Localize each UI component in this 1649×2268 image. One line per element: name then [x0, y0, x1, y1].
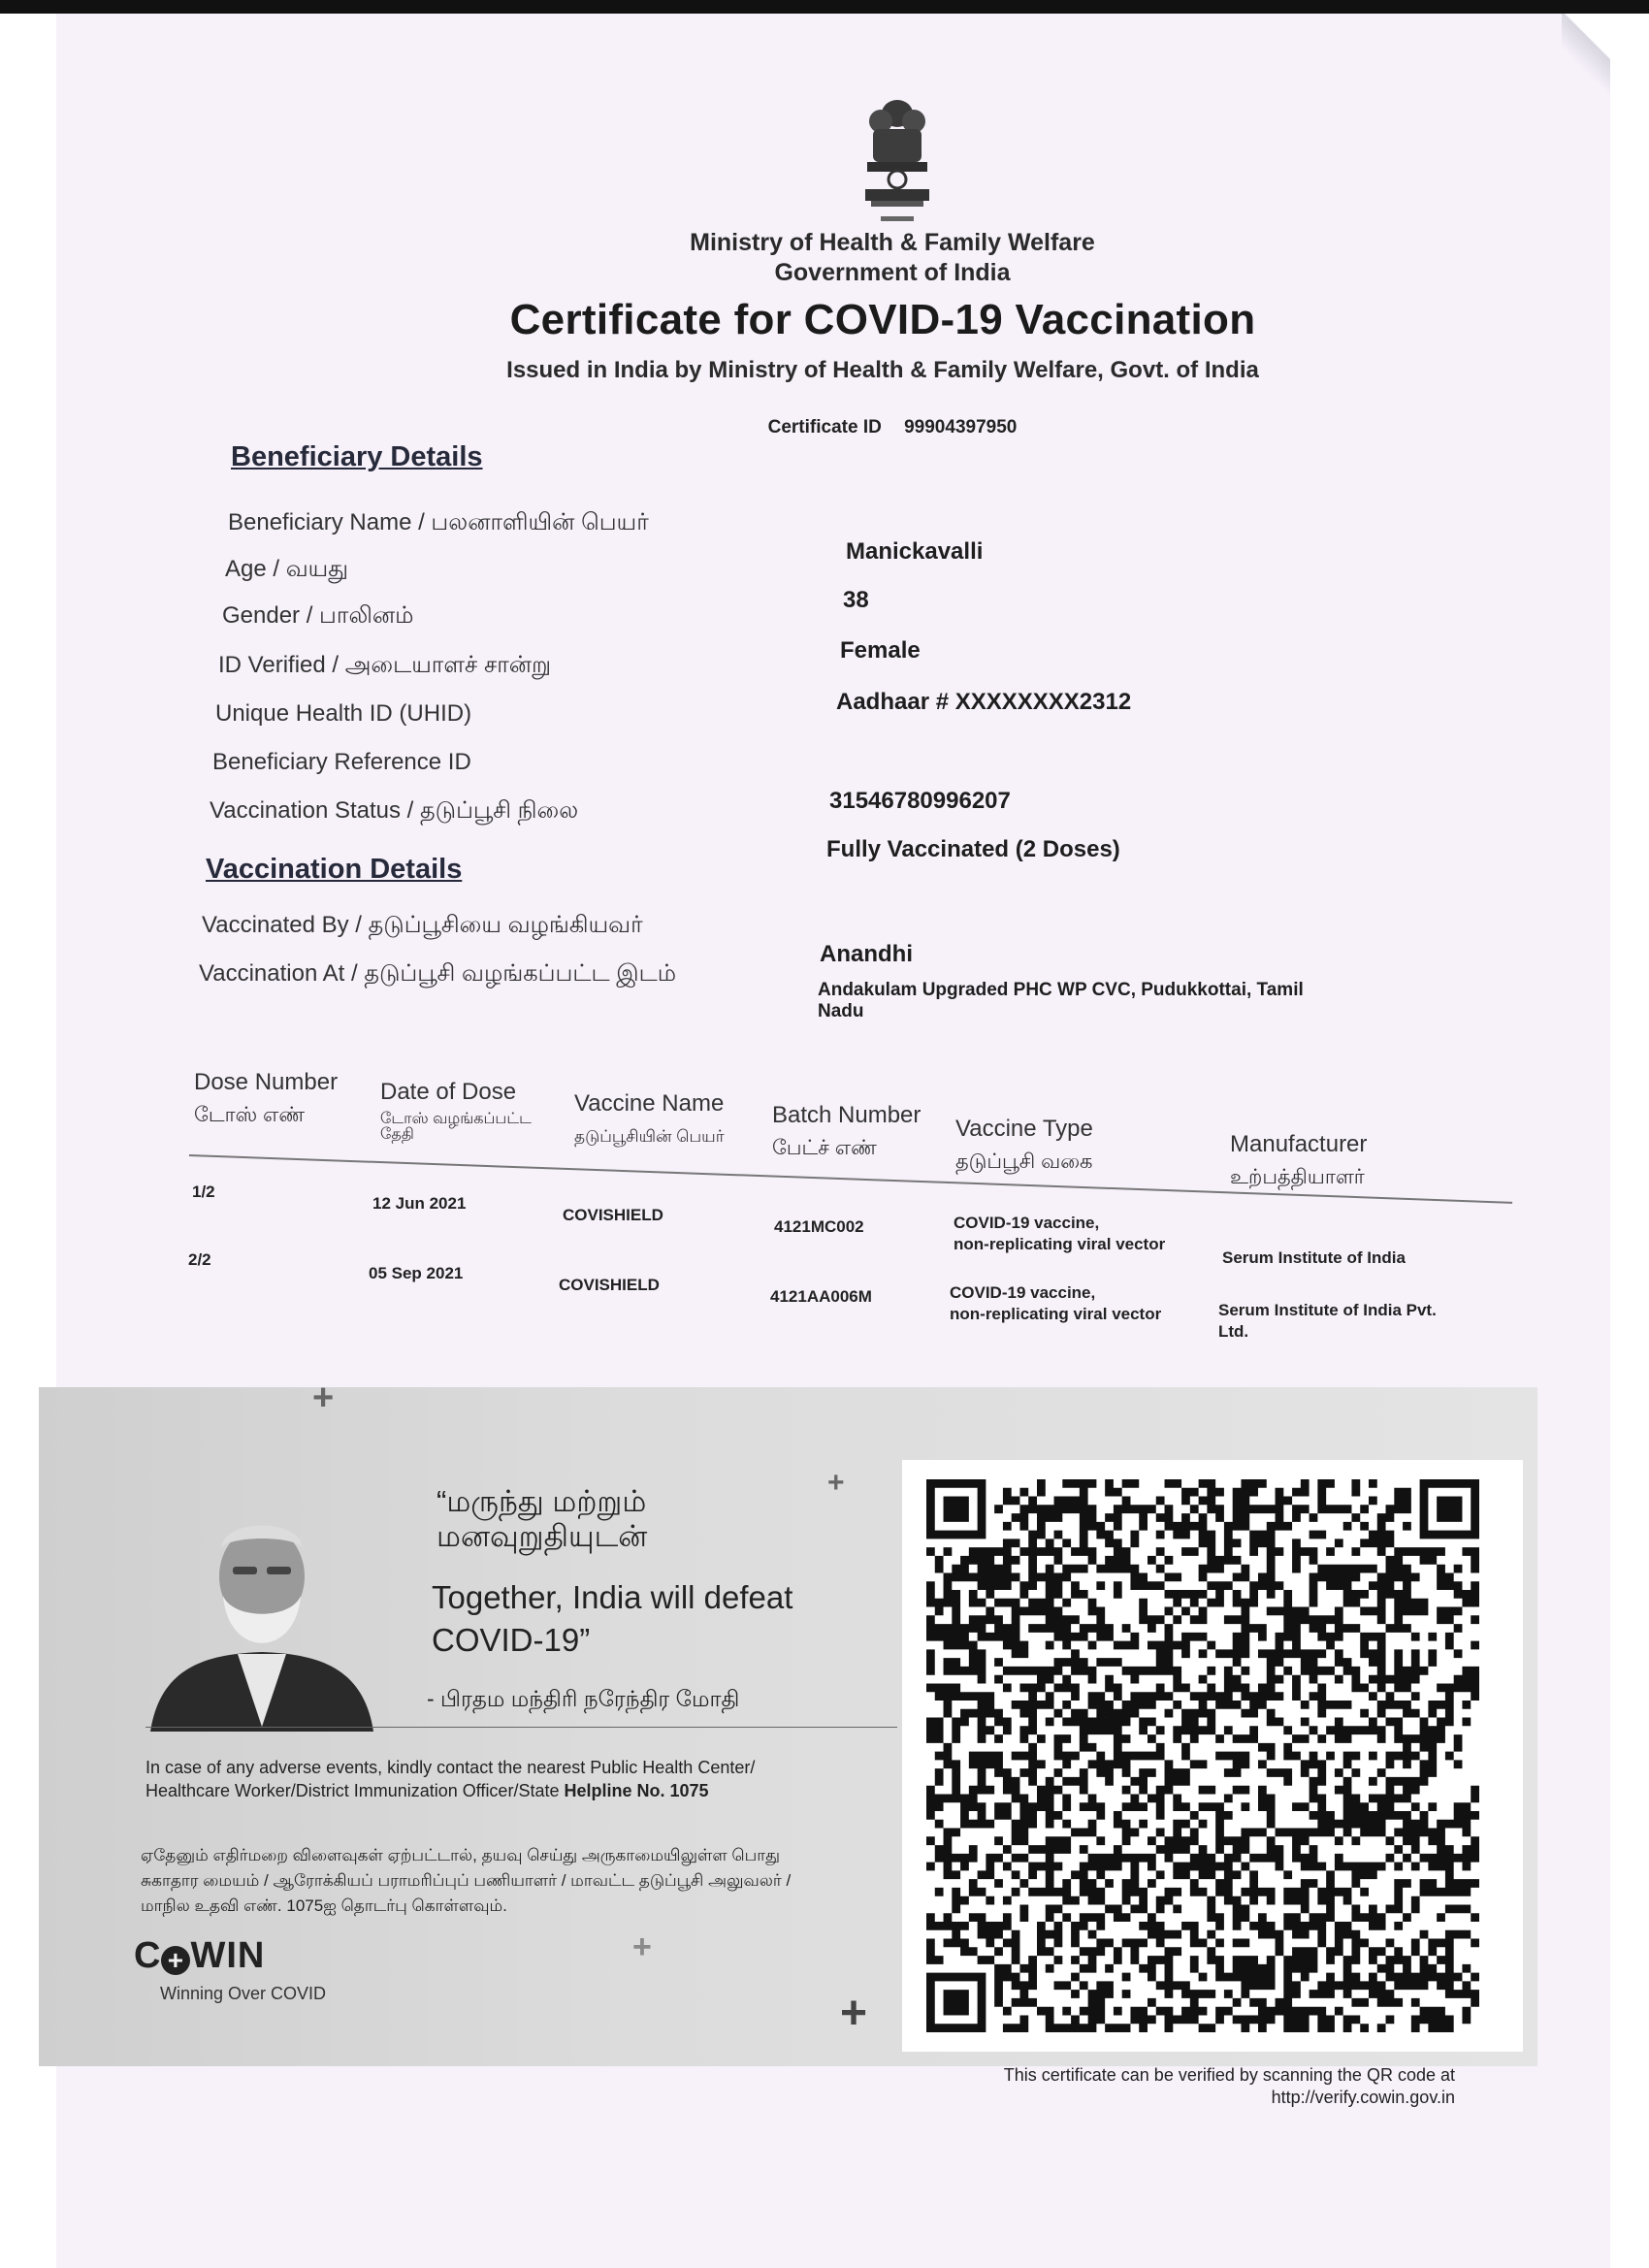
adverse-notice-text: Healthcare Worker/District Immunization Officer/State	[146, 1781, 565, 1800]
cowin-logo-win: WIN	[190, 1935, 266, 1976]
column-header-ta: பேட்ச் எண்	[772, 1137, 877, 1159]
manufacturer-line: Serum Institute of India Pvt.	[1218, 1301, 1437, 1319]
label-age: Age / வயது	[225, 556, 349, 582]
beneficiary-details-heading: Beneficiary Details	[231, 441, 483, 472]
national-emblem-icon	[854, 92, 941, 233]
cell-vaccine-name: COVISHIELD	[559, 1276, 660, 1294]
vaccine-type-line: COVID-19 vaccine,	[954, 1214, 1100, 1232]
cell-date-of-dose: 12 Jun 2021	[372, 1194, 467, 1213]
column-header-en: Dose Number	[194, 1069, 339, 1095]
vaccine-type-line: non-replicating viral vector	[950, 1305, 1162, 1323]
column-header-vaccine-name	[574, 1090, 768, 1150]
value-vaccination-status: Fully Vaccinated (2 Doses)	[826, 836, 1120, 862]
column-header-ta: தடுப்பூசி வகை	[955, 1150, 1093, 1173]
cell-manufacturer	[1218, 1300, 1461, 1343]
qr-code-icon	[922, 1479, 1484, 2032]
quote-english-line: Together, India will defeat	[432, 1579, 793, 1615]
quote-tamil-line: “மருந்து மற்றும்	[436, 1484, 647, 1518]
verification-line: This certificate can be verified by scanning the QR code at	[1003, 2065, 1455, 2085]
cell-batch-number: 4121AA006M	[770, 1287, 872, 1306]
column-header-ta: தடுப்பூசியின் பெயர்	[574, 1127, 725, 1146]
plus-decoration-icon: +	[312, 1377, 335, 1418]
value-vaccinated-by: Anandhi	[820, 941, 913, 967]
cell-dose-number: 1/2	[192, 1183, 215, 1201]
column-header-ta: உற்பத்தியாளர்	[1230, 1166, 1365, 1188]
column-header-en: Date of Dose	[380, 1079, 517, 1105]
cowin-logo-c: C	[134, 1935, 162, 1976]
scan-edge	[0, 0, 1649, 14]
value-beneficiary-name: Manickavalli	[846, 538, 984, 565]
vaccination-place-line: Nadu	[818, 1001, 864, 1021]
column-header-ta: டோஸ் வழங்கப்பட்ட தேதி	[380, 1111, 532, 1143]
quote-english	[432, 1576, 897, 1662]
qr-finder-pattern	[926, 1479, 986, 1539]
value-id-verified: Aadhaar # XXXXXXXX2312	[836, 689, 1132, 715]
ministry-line: Ministry of Health & Family Welfare	[690, 229, 1095, 256]
value-reference-id: 31546780996207	[829, 788, 1011, 814]
column-header-dose-number	[194, 1069, 359, 1129]
vaccine-type-line: non-replicating viral vector	[954, 1235, 1166, 1253]
cell-vaccine-name: COVISHIELD	[563, 1206, 663, 1224]
adverse-event-notice-english	[146, 1756, 863, 1802]
qr-modules	[926, 1479, 1479, 2032]
adverse-event-notice-tamil	[141, 1843, 878, 1919]
cell-manufacturer	[1222, 1247, 1465, 1269]
vaccination-details-heading: Vaccination Details	[206, 854, 463, 885]
label-vaccination-status: Vaccination Status / தடுப்பூசி நிலை	[210, 797, 579, 824]
portrait-photo	[146, 1499, 378, 1732]
column-header-en: Vaccine Type	[955, 1116, 1093, 1142]
certificate-subtitle: Issued in India by Ministry of Health & Family Welfare, Govt. of India	[506, 357, 1259, 383]
helpline-number: Helpline No. 1075	[564, 1781, 709, 1800]
adverse-notice-tamil-line: சுகாதார மையம் / ஆரோக்கியப் பராமரிப்புப் பணியாளர் / மாவட்ட தடுப்பூசி அலுவலர் /	[141, 1871, 792, 1890]
verification-url: http://verify.cowin.gov.in	[1271, 2088, 1455, 2107]
verification-note	[844, 2064, 1455, 2109]
certificate-id-value: 99904397950	[904, 417, 1018, 437]
qr-finder-pattern	[1420, 1479, 1479, 1539]
column-header-ta: டோஸ் எண்	[194, 1104, 306, 1126]
plus-decoration-icon: +	[632, 1928, 652, 1965]
adverse-notice-line: In case of any adverse events, kindly contact the nearest Public Health Center/	[146, 1758, 756, 1777]
cell-vaccine-type	[954, 1213, 1186, 1255]
qr-finder-pattern	[926, 1973, 986, 2032]
adverse-notice-tamil-line: ஏதேனும் எதிர்மறை விளைவுகள் ஏற்பட்டால், தயவு செய்து அருகாமையிலுள்ள பொது	[141, 1846, 780, 1864]
label-vaccinated-by: Vaccinated By / தடுப்பூசியை வழங்கியவர்	[202, 912, 643, 938]
banner-divider	[146, 1727, 897, 1728]
column-header-en: Vaccine Name	[574, 1090, 725, 1117]
certificate-id-label: Certificate ID	[767, 417, 882, 437]
value-age: 38	[843, 587, 869, 613]
cowin-plus-icon: +	[161, 1946, 190, 1975]
quote-english-line: COVID-19”	[432, 1622, 591, 1658]
label-id-verified: ID Verified / அடையாளச் சான்று	[218, 652, 552, 678]
value-vaccination-at	[818, 980, 1361, 1022]
quote-tamil-line: மனவுறுதியுடன்	[436, 1519, 648, 1553]
cell-batch-number: 4121MC002	[774, 1217, 864, 1236]
cell-vaccine-type	[950, 1282, 1182, 1325]
cell-date-of-dose: 05 Sep 2021	[369, 1264, 464, 1282]
label-uhid: Unique Health ID (UHID)	[215, 700, 472, 727]
column-header-date-of-dose	[380, 1079, 555, 1143]
column-header-en: Manufacturer	[1230, 1131, 1368, 1157]
manufacturer-line: Ltd.	[1218, 1322, 1249, 1341]
ministry-name	[582, 228, 1203, 288]
adverse-notice-line	[146, 1779, 863, 1802]
column-header-en: Batch Number	[772, 1102, 922, 1128]
column-header-batch-number	[772, 1102, 956, 1162]
manufacturer-line: Serum Institute of India	[1222, 1248, 1406, 1267]
label-gender: Gender / பாலினம்	[222, 602, 414, 629]
vaccination-place-line: Andakulam Upgraded PHC WP CVC, Pudukkottai, Tamil	[818, 980, 1304, 1000]
column-header-vaccine-type	[955, 1116, 1169, 1176]
plus-decoration-icon: +	[827, 1467, 845, 1499]
column-header-manufacturer	[1230, 1131, 1443, 1191]
cowin-tagline: Winning Over COVID	[160, 1984, 327, 2003]
quote-tamil	[436, 1484, 883, 1554]
cowin-logo	[134, 1935, 265, 1977]
government-line: Government of India	[774, 259, 1011, 286]
cell-dose-number: 2/2	[188, 1250, 211, 1269]
value-gender: Female	[840, 637, 921, 664]
label-reference-id: Beneficiary Reference ID	[212, 749, 471, 775]
label-beneficiary-name: Beneficiary Name / பலனாளியின் பெயர்	[228, 509, 649, 535]
adverse-notice-tamil-line: மாநில உதவி எண். 1075ஐ தொடர்பு கொள்ளவும்.	[141, 1896, 507, 1915]
vaccine-type-line: COVID-19 vaccine,	[950, 1283, 1096, 1302]
label-vaccination-at: Vaccination At / தடுப்பூசி வழங்கப்பட்ட இடம்	[199, 960, 676, 987]
certificate-id	[679, 417, 1106, 438]
scan-margin	[1610, 14, 1649, 2268]
plus-decoration-icon: +	[840, 1988, 868, 2039]
certificate-title: Certificate for COVID-19 Vaccination	[509, 296, 1256, 343]
quote-attribution: - பிரதம மந்திரி நரேந்திர மோதி	[427, 1686, 740, 1711]
